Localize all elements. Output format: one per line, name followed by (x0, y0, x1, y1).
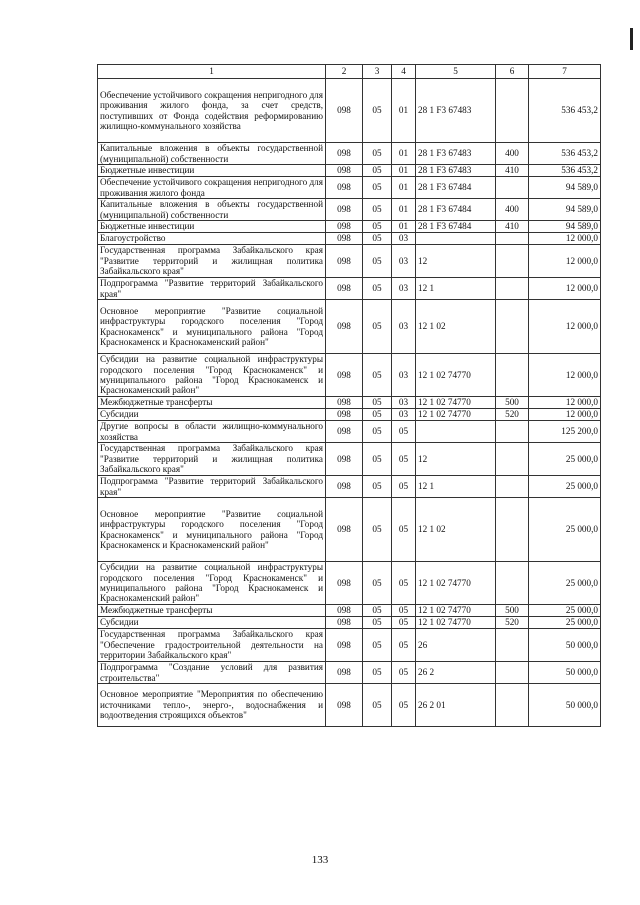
cell-name: Межбюджетные трансферты (98, 397, 326, 409)
header-cell-col1: 1 (98, 65, 326, 79)
cell-vr (496, 421, 529, 443)
table-row (98, 177, 601, 199)
table-row (98, 354, 601, 397)
cell-name: Обеспечение устойчивого сокращения непригодного для проживания жилого фонда (98, 177, 326, 199)
cell-rz: 05 (363, 443, 392, 476)
cell-kvsr: 098 (326, 617, 363, 629)
cell-sum: 94 589,0 (529, 177, 601, 199)
cell-vr (496, 300, 529, 354)
table-row (98, 409, 601, 421)
cell-vr (496, 79, 529, 143)
cell-csr: 12 1 02 74770 (416, 605, 496, 617)
cell-name: Государственная программа Забайкальского края "Развитие территорий и жилищная политика Забайкальского края" (98, 443, 326, 476)
cell-name: Капитальные вложения в объекты государственной (муниципальной) собственности (98, 143, 326, 165)
cell-pr: 05 (392, 443, 416, 476)
cell-name: Основное мероприятие "Развитие социальной инфраструктуры городского поселения "Город Краснокаменск" и муниципального района "Город Краснокаменск и Краснокаменский район" (98, 498, 326, 562)
cell-vr: 500 (496, 397, 529, 409)
cell-kvsr: 098 (326, 199, 363, 221)
cell-kvsr: 098 (326, 662, 363, 684)
cell-name: Субсидии на развитие социальной инфраструктуры городского поселения "Город Краснокаменск" и муниципального района "Город Краснокаменск и Краснокаменский район" (98, 562, 326, 605)
cell-rz: 05 (363, 300, 392, 354)
table-row (98, 617, 601, 629)
header-cell-col5: 5 (416, 65, 496, 79)
cell-pr: 01 (392, 79, 416, 143)
cell-csr: 12 1 (416, 278, 496, 300)
cell-vr (496, 177, 529, 199)
cell-name: Субсидии (98, 409, 326, 421)
cell-pr: 05 (392, 476, 416, 498)
table-row (98, 605, 601, 617)
cell-vr (496, 562, 529, 605)
cell-csr: 28 1 F3 67483 (416, 79, 496, 143)
cell-sum: 25 000,0 (529, 443, 601, 476)
cell-pr: 05 (392, 617, 416, 629)
cell-kvsr: 098 (326, 629, 363, 662)
cell-name: Обеспечение устойчивого сокращения непригодного для проживания жилого фонда, за счет средств, поступивших от Фонда содействия реформированию жилищно-коммунального хозяйства (98, 79, 326, 143)
cell-vr (496, 498, 529, 562)
cell-rz: 05 (363, 684, 392, 727)
cell-csr: 12 1 02 (416, 498, 496, 562)
cell-pr: 05 (392, 662, 416, 684)
cell-rz: 05 (363, 409, 392, 421)
cell-pr: 03 (392, 278, 416, 300)
cell-vr (496, 662, 529, 684)
page-number: 133 (311, 854, 329, 866)
cell-rz: 05 (363, 199, 392, 221)
table-row (98, 278, 601, 300)
cell-pr: 01 (392, 165, 416, 177)
cell-sum: 94 589,0 (529, 221, 601, 233)
cell-pr: 01 (392, 143, 416, 165)
cell-pr: 01 (392, 177, 416, 199)
cell-csr: 12 1 (416, 476, 496, 498)
cell-rz: 05 (363, 605, 392, 617)
cell-name: Бюджетные инвестиции (98, 221, 326, 233)
cell-csr: 28 1 F3 67484 (416, 177, 496, 199)
cell-sum: 12 000,0 (529, 300, 601, 354)
cell-kvsr: 098 (326, 476, 363, 498)
cell-csr: 12 1 02 74770 (416, 617, 496, 629)
cell-csr (416, 421, 496, 443)
cell-csr: 12 (416, 443, 496, 476)
cell-kvsr: 098 (326, 562, 363, 605)
cell-pr: 05 (392, 498, 416, 562)
header-cell-col6: 6 (496, 65, 529, 79)
cell-name: Межбюджетные трансферты (98, 605, 326, 617)
table-row (98, 443, 601, 476)
cell-kvsr: 098 (326, 421, 363, 443)
cell-pr: 03 (392, 300, 416, 354)
table-row (98, 199, 601, 221)
cell-sum: 536 453,2 (529, 79, 601, 143)
cell-pr: 05 (392, 605, 416, 617)
cell-sum: 536 453,2 (529, 143, 601, 165)
cell-sum: 12 000,0 (529, 233, 601, 245)
cell-pr: 03 (392, 245, 416, 278)
cell-kvsr: 098 (326, 143, 363, 165)
cell-sum: 50 000,0 (529, 662, 601, 684)
cell-csr: 26 2 01 (416, 684, 496, 727)
cell-vr: 410 (496, 221, 529, 233)
cell-rz: 05 (363, 278, 392, 300)
cell-vr (496, 629, 529, 662)
cell-kvsr: 098 (326, 300, 363, 354)
cell-csr: 28 1 F3 67483 (416, 143, 496, 165)
cell-sum: 25 000,0 (529, 476, 601, 498)
budget-table (97, 64, 601, 727)
table-row (98, 476, 601, 498)
cell-name: Субсидии на развитие социальной инфраструктуры городского поселения "Город Краснокаменск" и муниципального района "Город Краснокаменск и Краснокаменский район" (98, 354, 326, 397)
cell-vr (496, 354, 529, 397)
cell-name: Основное мероприятие "Развитие социальной инфраструктуры городского поселения "Город Краснокаменск" и муниципального района "Город Краснокаменск и Краснокаменский район" (98, 300, 326, 354)
table-row (98, 421, 601, 443)
cell-rz: 05 (363, 498, 392, 562)
cell-sum: 94 589,0 (529, 199, 601, 221)
cell-sum: 50 000,0 (529, 629, 601, 662)
cell-csr: 12 1 02 74770 (416, 354, 496, 397)
cell-rz: 05 (363, 79, 392, 143)
cell-name: Государственная программа Забайкальского края "Развитие территорий и жилищная политика Забайкальского края" (98, 245, 326, 278)
cell-name: Субсидии (98, 617, 326, 629)
cell-vr (496, 233, 529, 245)
cell-sum: 25 000,0 (529, 617, 601, 629)
table-row (98, 165, 601, 177)
cell-pr: 01 (392, 199, 416, 221)
table-row (98, 233, 601, 245)
cell-name: Капитальные вложения в объекты государственной (муниципальной) собственности (98, 199, 326, 221)
table-row (98, 221, 601, 233)
cell-csr: 26 2 (416, 662, 496, 684)
cell-pr: 05 (392, 562, 416, 605)
cell-kvsr: 098 (326, 605, 363, 617)
cell-sum: 25 000,0 (529, 562, 601, 605)
cell-vr (496, 684, 529, 727)
cell-sum: 50 000,0 (529, 684, 601, 727)
cell-csr: 28 1 F3 67483 (416, 165, 496, 177)
cell-name: Бюджетные инвестиции (98, 165, 326, 177)
header-cell-col4: 4 (392, 65, 416, 79)
cell-kvsr: 098 (326, 397, 363, 409)
cell-name: Подпрограмма "Развитие территорий Забайкальского края" (98, 476, 326, 498)
cell-vr: 520 (496, 617, 529, 629)
header-cell-col2: 2 (326, 65, 363, 79)
table-row (98, 245, 601, 278)
cell-csr: 28 1 F3 67484 (416, 199, 496, 221)
cell-rz: 05 (363, 165, 392, 177)
cell-rz: 05 (363, 245, 392, 278)
cell-csr: 12 1 02 74770 (416, 397, 496, 409)
cell-rz: 05 (363, 143, 392, 165)
cell-name: Другие вопросы в области жилищно-коммунального хозяйства (98, 421, 326, 443)
cell-csr: 12 1 02 74770 (416, 562, 496, 605)
cell-sum: 12 000,0 (529, 245, 601, 278)
cell-kvsr: 098 (326, 409, 363, 421)
table-body (98, 65, 601, 727)
cell-name: Благоустройство (98, 233, 326, 245)
header-cell-col3: 3 (363, 65, 392, 79)
cell-kvsr: 098 (326, 165, 363, 177)
cell-vr (496, 476, 529, 498)
cell-pr: 05 (392, 684, 416, 727)
cell-pr: 01 (392, 221, 416, 233)
cell-vr (496, 443, 529, 476)
cell-sum: 12 000,0 (529, 354, 601, 397)
cell-vr: 520 (496, 409, 529, 421)
cell-pr: 03 (392, 397, 416, 409)
cell-sum: 25 000,0 (529, 605, 601, 617)
cell-kvsr: 098 (326, 443, 363, 476)
cell-rz: 05 (363, 221, 392, 233)
header-cell-col7: 7 (529, 65, 601, 79)
cell-vr (496, 245, 529, 278)
cell-rz: 05 (363, 233, 392, 245)
scan-edge-mark (630, 28, 633, 50)
cell-kvsr: 098 (326, 177, 363, 199)
cell-rz: 05 (363, 629, 392, 662)
cell-csr: 26 (416, 629, 496, 662)
cell-rz: 05 (363, 476, 392, 498)
table-row (98, 300, 601, 354)
cell-sum: 12 000,0 (529, 409, 601, 421)
cell-name: Подпрограмма "Создание условий для развития строительства" (98, 662, 326, 684)
cell-name: Государственная программа Забайкальского края "Обеспечение градостроительной деятельности на территории Забайкальского края" (98, 629, 326, 662)
cell-sum: 12 000,0 (529, 278, 601, 300)
cell-csr: 12 1 02 74770 (416, 409, 496, 421)
cell-kvsr: 098 (326, 684, 363, 727)
cell-vr: 400 (496, 199, 529, 221)
table-row (98, 629, 601, 662)
cell-csr: 28 1 F3 67484 (416, 221, 496, 233)
table-row (98, 143, 601, 165)
cell-sum: 125 200,0 (529, 421, 601, 443)
cell-pr: 03 (392, 233, 416, 245)
cell-name: Подпрограмма "Развитие территорий Забайкальского края" (98, 278, 326, 300)
cell-rz: 05 (363, 354, 392, 397)
cell-csr (416, 233, 496, 245)
cell-pr: 03 (392, 354, 416, 397)
table-row (98, 684, 601, 727)
cell-sum: 536 453,2 (529, 165, 601, 177)
cell-rz: 05 (363, 617, 392, 629)
cell-rz: 05 (363, 177, 392, 199)
cell-vr: 500 (496, 605, 529, 617)
cell-kvsr: 098 (326, 354, 363, 397)
table-row (98, 397, 601, 409)
cell-kvsr: 098 (326, 245, 363, 278)
cell-rz: 05 (363, 397, 392, 409)
cell-vr: 400 (496, 143, 529, 165)
cell-kvsr: 098 (326, 498, 363, 562)
cell-sum: 25 000,0 (529, 498, 601, 562)
cell-vr: 410 (496, 165, 529, 177)
cell-name: Основное мероприятие "Мероприятия по обеспечению источниками тепло-, энерго-, водоснабжения и водоотведения строящихся объектов" (98, 684, 326, 727)
table-row (98, 498, 601, 562)
cell-kvsr: 098 (326, 221, 363, 233)
cell-pr: 03 (392, 409, 416, 421)
cell-pr: 05 (392, 629, 416, 662)
cell-pr: 05 (392, 421, 416, 443)
cell-csr: 12 (416, 245, 496, 278)
cell-csr: 12 1 02 (416, 300, 496, 354)
cell-rz: 05 (363, 421, 392, 443)
table-row (98, 79, 601, 143)
table-row (98, 562, 601, 605)
cell-rz: 05 (363, 662, 392, 684)
table-header-row (98, 65, 601, 79)
cell-kvsr: 098 (326, 79, 363, 143)
cell-kvsr: 098 (326, 233, 363, 245)
cell-vr (496, 278, 529, 300)
cell-rz: 05 (363, 562, 392, 605)
table-row (98, 662, 601, 684)
cell-kvsr: 098 (326, 278, 363, 300)
cell-sum: 12 000,0 (529, 397, 601, 409)
